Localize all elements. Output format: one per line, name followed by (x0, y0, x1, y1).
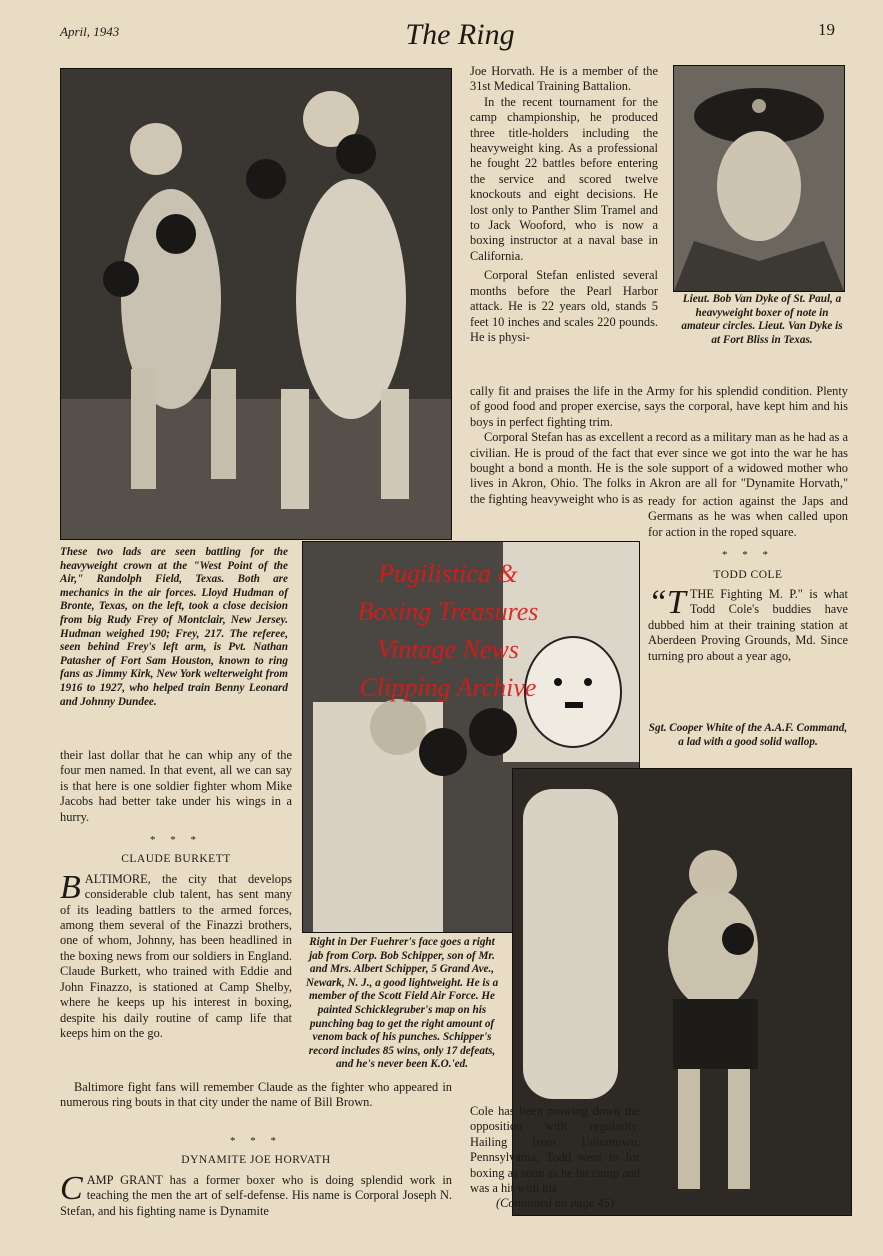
section-divider: * * * (150, 834, 202, 847)
fighters-photo (60, 68, 452, 540)
white-caption: Sgt. Cooper White of the A.A.F. Command, a lad with a good solid wallop. (648, 722, 848, 748)
watermark-line: Clipping Archive (359, 673, 537, 702)
claude-intro (60, 868, 292, 1041)
paragraph: their last dollar that he can whip any of the four men named. In that event, all we can say is that here is one soldier fighter whom Mike Jacobs had better take under his wings in a hurry. (60, 748, 292, 824)
paragraph: In the recent tournament for the camp championship, he produced three title-holders including the heavyweight king. As a professional he fought 22 battles before entering the service and scored twelve knockouts and eight decisions. He lost only to Panther Slim Tramel and to Jack Wooford, who is now a boxing instructor at a naval base in California. (470, 94, 658, 263)
fighters-caption: These two lads are seen battling for the heavyweight crown at the "West Point of the Air," Randolph Field, Texas. Both are mechanics in the air forces. Lloyd Hudman of Bronte, Texas, on the left, took a close decision from big Rudy Frey of Montclair, New Jersey. Hudman weighed 190; Frey, 217. The referee, seen behind Frey's left arm, is Pvt. Nathan Patasher of Fort Sam Houston, known to ring fans as Jimmy Kirk, New York welterweight from 1916 to 1927, who helped train Benny Leonard and Johnny Dundee. (60, 546, 288, 708)
paragraph: Joe Horvath. He is a member of the 31st Medical Training Battalion. (470, 64, 658, 94)
paragraph: ALTIMORE, the city that develops considerable club talent, has sent many of its leading battlers to the armed forces, among them several of the Finazzi brothers, one of whom, Johnny, has been headlined in the boxing news from our soldiers in England. Claude Burkett, who trained with Eddie and John Finazzo, is stationed at Camp Shelby, where he keeps up his interest in boxing, despite his daily routine of camp life that keeps him on the go. (60, 871, 292, 1040)
article-column-horvath (60, 1126, 452, 1219)
paragraph: Baltimore fight fans will remember Claude as the fighter who appeared in numerous ring bouts in that city under the name of Bill Brown. (60, 1080, 452, 1110)
magazine-title: The Ring (405, 18, 515, 51)
paragraph: Cole has been mowing down the opposition with regularity. Hailing from Uniontown, Pennsylvania, Todd went in for boxing as soon as he hit camp and was a hit with his (470, 1104, 640, 1196)
watermark-line: Boxing Treasures (357, 597, 539, 626)
archive-watermark (318, 555, 578, 707)
horvath-intro (60, 1169, 452, 1219)
todd-cole-heading: TODD COLE (713, 568, 783, 581)
paragraph: AMP GRANT has a former boxer who is doing splendid work in teaching the men the art of self-defense. His name is Corporal Joseph N. Stefan, and his fighting name is Dynamite (60, 1172, 452, 1218)
paragraph: ready for action against the Japs and Germans as he was when called upon for action in the roped square. (648, 494, 848, 539)
paragraph: Corporal Stefan enlisted several months before the Pearl Harbor attack. He is 22 years old, stands 5 feet 10 inches and scales 220 pounds. He is physi- (470, 268, 658, 344)
page-number: 19 (818, 20, 835, 39)
article-column-left-bottom (60, 748, 292, 1041)
claude-burkett-heading: CLAUDE BURKETT (121, 853, 231, 866)
paragraph: Corporal Stefan has as excellent a record as a military man as he had as a civilian. He is proud of the fact that ever since we got into the war he has bought a bond a month. He is the sole support of a widowed mother who lives in Akron, Ohio. The folks in Akron are all for "Dynamite Horvath," the fighting heavyweight who is as (470, 430, 848, 506)
paragraph: cally fit and praises the life in the Army for his splendid condition. Plenty of good food and proper exercise, says the corporal, have kept him and his boys in perfect fighting trim. (470, 384, 848, 429)
dropcap: C (60, 1169, 83, 1207)
paragraph: THE Fighting M. P." is what Todd Cole's buddies have dubbed him at their training station at Aberdeen Proving Grounds, Md. Since turning pro about a year ago, (648, 587, 848, 663)
horvath-heading: DYNAMITE JOE HORVATH (181, 1154, 331, 1167)
schipper-caption: Right in Der Fuehrer's face goes a right jab from Corp. Bob Schipper, son of Mr. and Mrs. Albert Schipper, 5 Grand Ave., Newark, N. J., a good lightweight. He is a member of the Scott Field Air Force. He painted Schicklegruber's map on his punching bag to get the right amount of venom back of his punches. Schipper's record includes 85 wins, only 17 defeats, and he's never been K.O.'ed. (305, 936, 499, 1071)
article-column-baltimore (60, 1080, 452, 1111)
section-divider: * * * (230, 1135, 282, 1147)
continued-note: (Continued on page 45) (495, 1196, 615, 1211)
van-dyke-photo (673, 65, 845, 292)
article-column-mid-top (470, 64, 658, 345)
watermark-line: Vintage News (377, 635, 519, 664)
dropcap: B (60, 868, 81, 906)
issue-date: April, 1943 (60, 24, 120, 39)
article-column-right-mid (648, 494, 848, 664)
dropcap: “T (648, 584, 686, 622)
article-column-cole-bottom (470, 1104, 640, 1212)
van-dyke-caption: Lieut. Bob Van Dyke of St. Paul, a heavyweight boxer of note in amateur circles. Lieut. Van Dyke is at Fort Bliss in Texas. (681, 293, 843, 346)
todd-cole-intro (648, 584, 848, 664)
section-divider: * * * (722, 549, 774, 562)
article-column-mid-wide (470, 384, 848, 507)
watermark-line: Pugilistica & (378, 559, 518, 588)
